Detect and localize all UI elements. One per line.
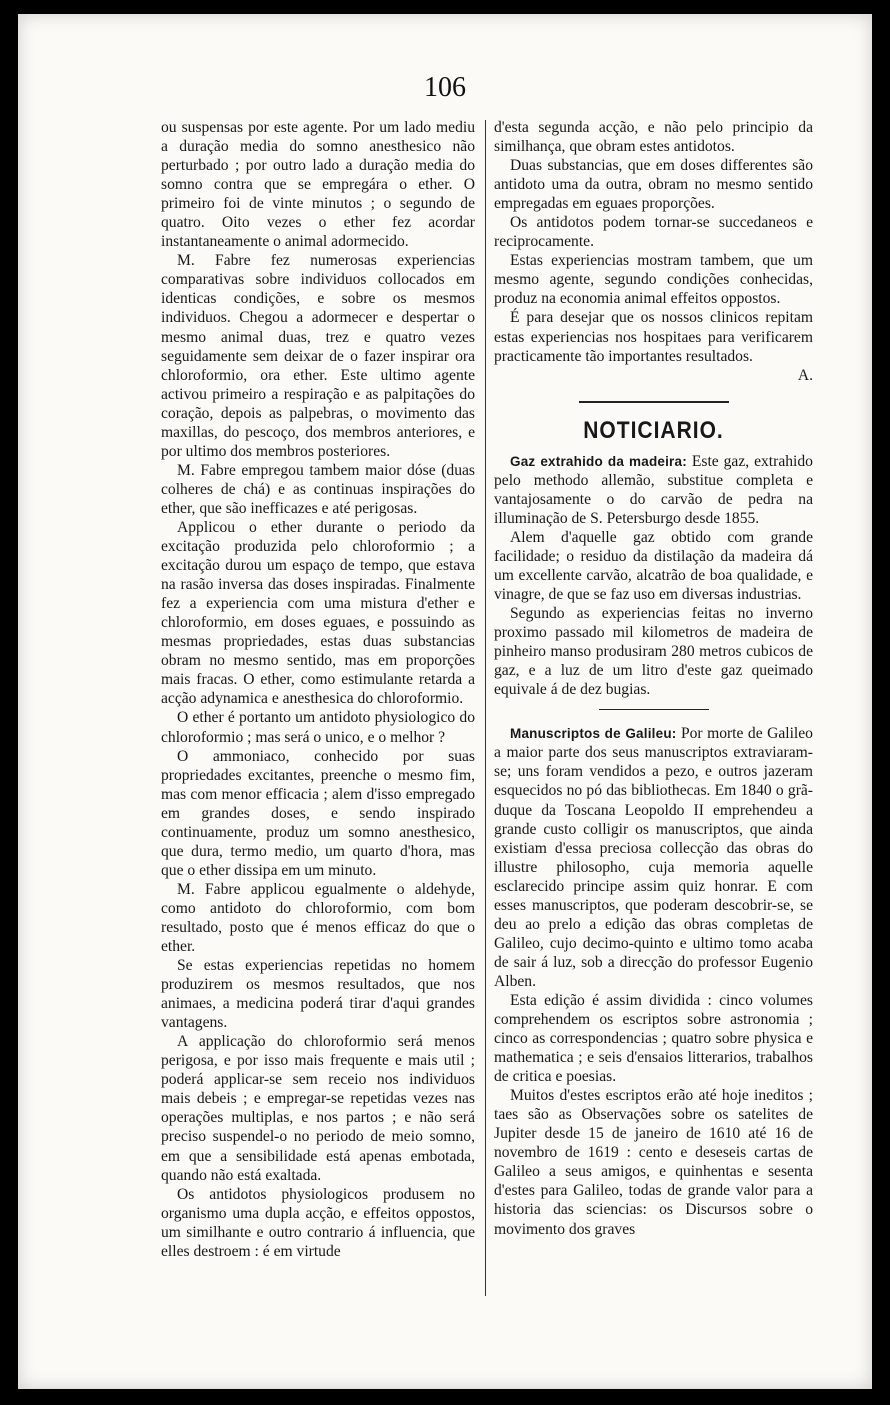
gaz-headline: Gaz extrahido da madeira: (510, 453, 687, 469)
paragraph: O ether é portanto um antidoto physiologico do chloroformio ; mas será o unico, e o melhor ? (161, 709, 475, 746)
paragraph: Muitos d'estes escriptos erão até hoje ineditos ; taes são as Observações sobre os satelites de Jupiter desde 15 de janeiro de 1610 até 16 de novembro de 1619 : cento e deseseis cartas de Galileo a seus amigos, e quinhentas e sesenta d'estes para Galileo, todas de grande valor para a historia das sciencias: os Discursos sobre o movimento dos graves (494, 1087, 813, 1238)
paragraph: Duas substancias, que em doses differentes são antidoto uma da outra, obram no mesmo sentido empregadas em eguaes proporções. (494, 157, 813, 213)
paragraph: Estas experiencias mostram tambem, que um mesmo agente, segundo condições conhecidas, produz na economia animal effeitos oppostos. (494, 252, 813, 308)
paragraph: Se estas experiencias repetidas no homem produzirem os mesmos resultados, que nos animaes, a medicina poderá tirar d'aqui grandes vantagens. (161, 957, 475, 1032)
paragraph: O ammoniaco, conhecido por suas propriedades excitantes, preenche o mesmo fim, mas com menor efficacia ; alem d'isso empregado em grandes doses, e sendo inspirado continuamente, produz um somno anesthesico, que dura, termo medio, um quarto d'hora, mas que o ether dissipa em um minuto. (161, 747, 475, 879)
galileu-headline: Manuscriptos de Galileu: (510, 726, 677, 742)
galileu-article (494, 724, 813, 1238)
paragraph: M. Fabre fez numerosas experiencias comparativas sobre individuos collocados em identicas condições, e sobre os mesmos individuos. Chegou a adormecer e despertar o mesmo animal duas, trez e quatro vezes seguidamente sem deixar de o fazer inspirar ora chloroformio, ora ether. Este ultimo agente activou primeiro a respiração e as palpitações do coração, depois as palpebras, o movimento das maxillas, do pescoço, dos membros anteriores, e por ultimo dos membros posteriores. (161, 252, 475, 460)
paragraph: M. Fabre applicou egualmente o aldehyde, como antidoto do chloroformio, com bom resultado, posto que é menos efficaz do que o ether. (161, 880, 475, 956)
paragraph: Os antidotos physiologicos produsem no organismo uma dupla acção, e effeitos oppostos, um similhante e outro contrario á influencia, que elles destroem : é em virtude (161, 1185, 475, 1260)
paragraph: Os antidotos podem tornar-se succedaneos e reciprocamente. (494, 214, 813, 251)
paragraph: Applicou o ether durante o periodo da excitação produzida pelo chloroformio ; a excitação durou um espaço de tempo, que estava na rasão inversa das doses inspiradas. Finalmente fez a experiencia com uma mistura d'ether e chloroformio, em doses eguaes, e possuindo as mesmas propriedades, estas duas substancias obram no mesmo sentido, mas em proporções mais fracas. O ether, como estimulante retarda a acção adynamica e anesthesica do chloroformio. (161, 518, 475, 708)
section-title: NOTICIARIO. (583, 416, 724, 444)
antidotes-conclusion (494, 118, 813, 366)
paragraph: A applicação do chloroformio será menos perigosa, e por isso mais frequente e mais util ; poderá applicar-se sem receio nos individuos mais debeis ; e empregar-se repetidas vezes nas operações multiplas, e nos partos ; e não será preciso suspendel-o no periodo de meio somno, em que a sensibilidade está apenas embotada, quando não está exaltada. (161, 1033, 475, 1184)
newspaper-page (18, 14, 872, 1389)
galileu-lead-text: Por morte de Galileo a maior parte dos seus manuscriptos extraviaram-se; uns foram vendidos a pezo, e outros jazeram esquecidos no pó das bibliothecas. Em 1840 o grã-duque da Toscana Leopoldo II emprehendeu a grande custo colligir os manuscriptos, que ainda existiam d'essa preciosa collecção das obras do illustre philosopho, cuja memoria aquelle esclarecido principe assim quiz honrar. E com esses manuscriptos, que poderam descobrir-se, se deu ao prelo a edição das obras completas de Galileo, cujo decimo-quinto e ultimo tomo acaba de sair á luz, sob a direcção do professor Eugenio Alben. (494, 725, 813, 990)
gaz-article (494, 452, 813, 700)
left-column (161, 118, 475, 1261)
paragraph: d'esta segunda acção, e não pelo principio da similhança, que obram estes antidotos. (494, 119, 813, 156)
author-signature: A. (797, 366, 813, 384)
paragraph: M. Fabre empregou tambem maior dóse (duas colheres de chá) e as continuas inspirações do ether, que são inefficazes e até perigosas. (161, 461, 475, 517)
article-divider (599, 709, 709, 710)
paragraph: É para desejar que os nossos clinicos repitam estas experiencias nos hospitaes para verificarem practicamente tão importantes resultados. (494, 309, 813, 365)
page-number: 106 (424, 72, 466, 103)
right-column (494, 118, 813, 1239)
paragraph: ou suspensas por este agente. Por um lado mediu a duração media do somno anesthesico não perturbado ; por outro lado a duração media do somno contra que se empregára o ether. O primeiro foi de vinte minutos ; o segundo de quatro. Oito vezes o ether fez acordar instantaneamente o animal adormecido. (161, 119, 475, 251)
paragraph: Alem d'aquelle gaz obtido com grande facilidade; o residuo da distilação da madeira dá um excellente carvão, alcatrão de boa qualidade, e vinagre, de que se faz uso em diversas industrias. (494, 528, 813, 604)
column-rule (485, 120, 486, 1296)
paragraph: Esta edição é assim dividida : cinco volumes comprehendem os escriptos sobre astronomia ; cinco as correspondencias ; quatro sobre physica e mathematica ; e seis d'ensaios litterarios, trabalhos de critica e poesias. (494, 991, 813, 1086)
signature-line (494, 366, 813, 385)
paragraph: Segundo as experiencias feitas no inverno proximo passado mil kilometros de madeira de pinheiro manso produsiram 280 metros cubicos de gaz, e a luz de um litro d'este gaz queimado equivale á de dez bugias. (494, 605, 813, 699)
gaz-lead-text: Este gaz, extrahido pelo methodo allemão, substitue completa e vantajosamente o do carvão de pedra na illuminação de S. Petersburgo desde 1855. (494, 452, 813, 527)
section-divider (579, 401, 729, 403)
